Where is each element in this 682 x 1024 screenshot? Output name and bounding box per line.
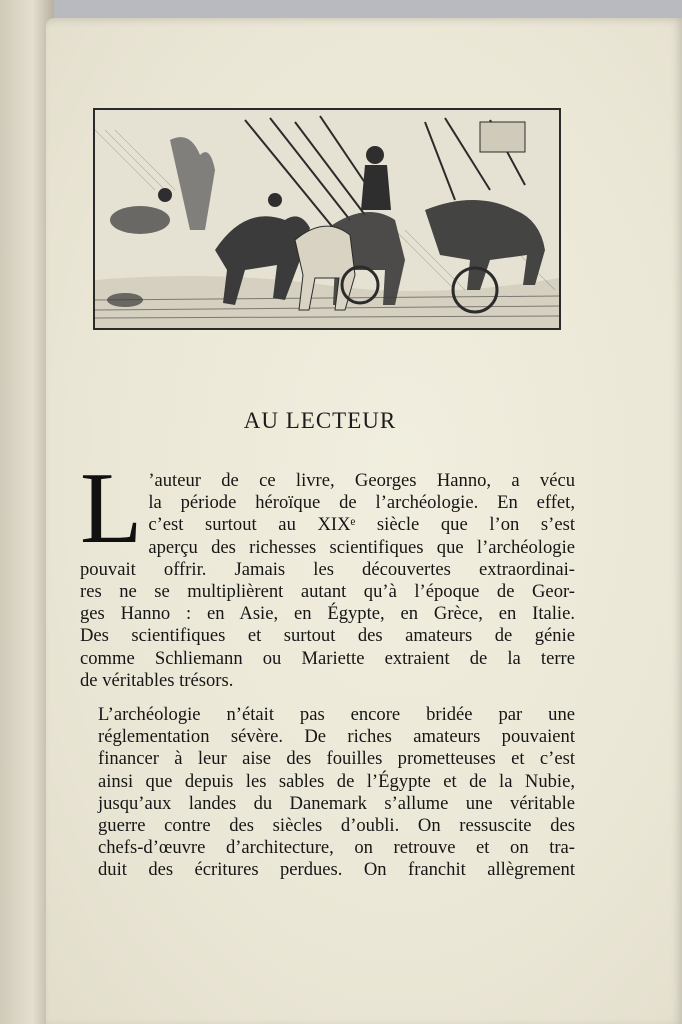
text-line: la période héroïque de l’archéologie. En effet, <box>148 492 575 514</box>
paragraph-1 <box>80 452 575 692</box>
text-line: financer à leur aise des fouilles prometteuses et c’est <box>98 748 575 770</box>
text-line: chefs-d’œuvre d’architecture, on retrouve et on tra- <box>98 837 575 859</box>
text-line: guerre contre des siècles d’oubli. On ressuscite des <box>98 815 575 837</box>
text-line: res ne se multiplièrent autant qu’à l’époque de Geor- <box>80 581 575 603</box>
page-heading: AU LECTEUR <box>243 408 397 433</box>
drop-cap: L <box>80 452 143 565</box>
text-line: pouvait offrir. Jamais les découvertes extraordinai- <box>80 558 575 580</box>
text-line: aperçu des richesses scientifiques que l’archéologie <box>148 536 575 558</box>
text-line: duit des écritures perdues. On franchit allègrement <box>98 859 575 881</box>
text-line: jusqu’aux landes du Danemark s’allume une véritable <box>98 792 575 814</box>
text-line: de véritables trésors. <box>80 669 234 691</box>
text-line: ges Hanno : en Asie, en Égypte, en Grèce, en Italie. <box>80 603 575 625</box>
paragraph-2 <box>80 704 575 882</box>
text-line: Des scientifiques et surtout des amateurs de génie <box>80 625 575 647</box>
text-line: ainsi que depuis les sables de l’Égypte et de la Nubie, <box>98 770 575 792</box>
text-line: réglementation sévère. De riches amateurs pouvaient <box>98 726 575 748</box>
battle-engraving-illustration <box>93 108 561 330</box>
body-text <box>80 452 575 882</box>
engraving-artwork <box>95 110 559 328</box>
text-line: ’auteur de ce livre, Georges Hanno, a vécu <box>148 470 575 491</box>
text-line: c’est surtout au XIXᵉ siècle que l’on s’est <box>148 514 575 536</box>
background-strip <box>50 0 682 20</box>
text-line: comme Schliemann ou Mariette extraient de la terre <box>80 647 575 669</box>
text-line: L’archéologie n’était pas encore bridée par une <box>98 704 575 726</box>
